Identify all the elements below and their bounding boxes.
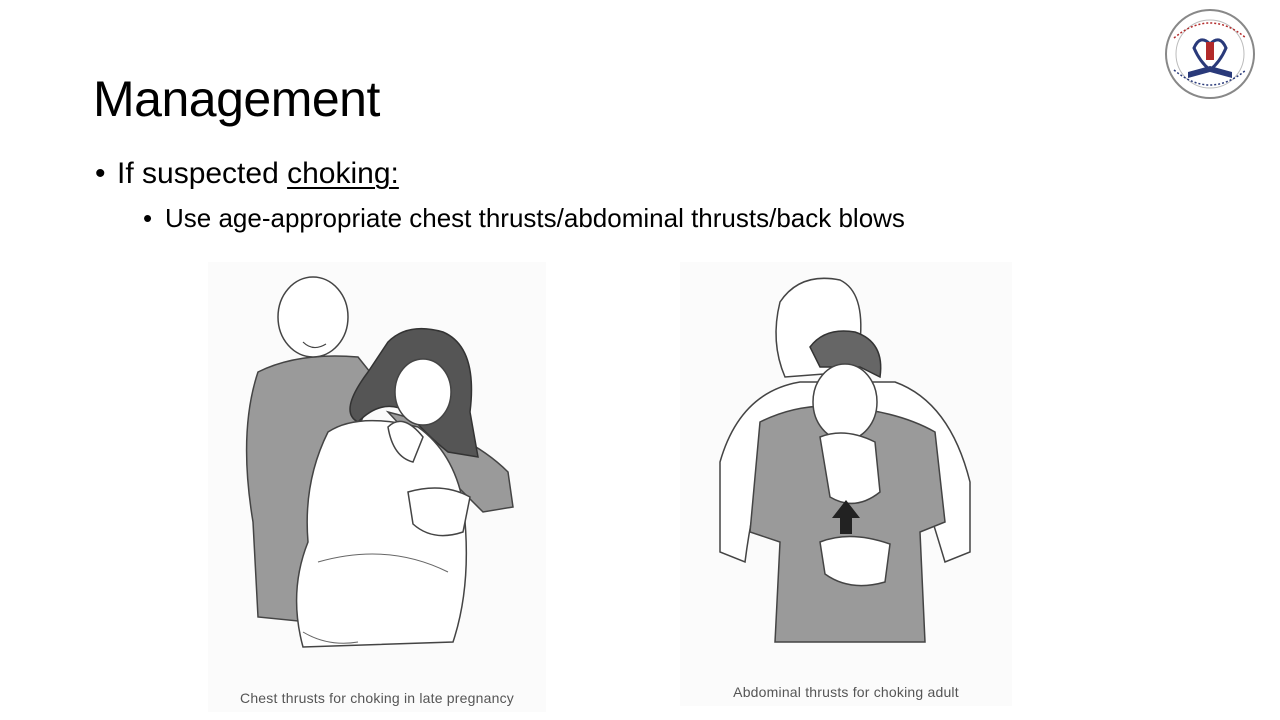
bullet-dot: • [143, 203, 153, 233]
abdominal-thrusts-illustration [680, 262, 1012, 672]
bullet-dot: • [95, 157, 106, 190]
university-logo [1160, 8, 1260, 100]
bullet-text: If suspected [117, 157, 288, 190]
chest-thrusts-figure [208, 262, 546, 712]
bullet-underlined-text: choking: [287, 157, 399, 190]
bullet-level-1 [95, 157, 399, 191]
chest-thrusts-illustration [208, 262, 546, 682]
abdominal-thrusts-figure [680, 262, 1012, 706]
slide-title: Management [93, 71, 380, 127]
figure-caption: Abdominal thrusts for choking adult [733, 684, 959, 700]
bullet-level-2 [143, 203, 905, 234]
figure-caption: Chest thrusts for choking in late pregnancy [240, 690, 514, 706]
sub-bullet-text: Use age-appropriate chest thrusts/abdominal thrusts/back blows [165, 203, 905, 233]
